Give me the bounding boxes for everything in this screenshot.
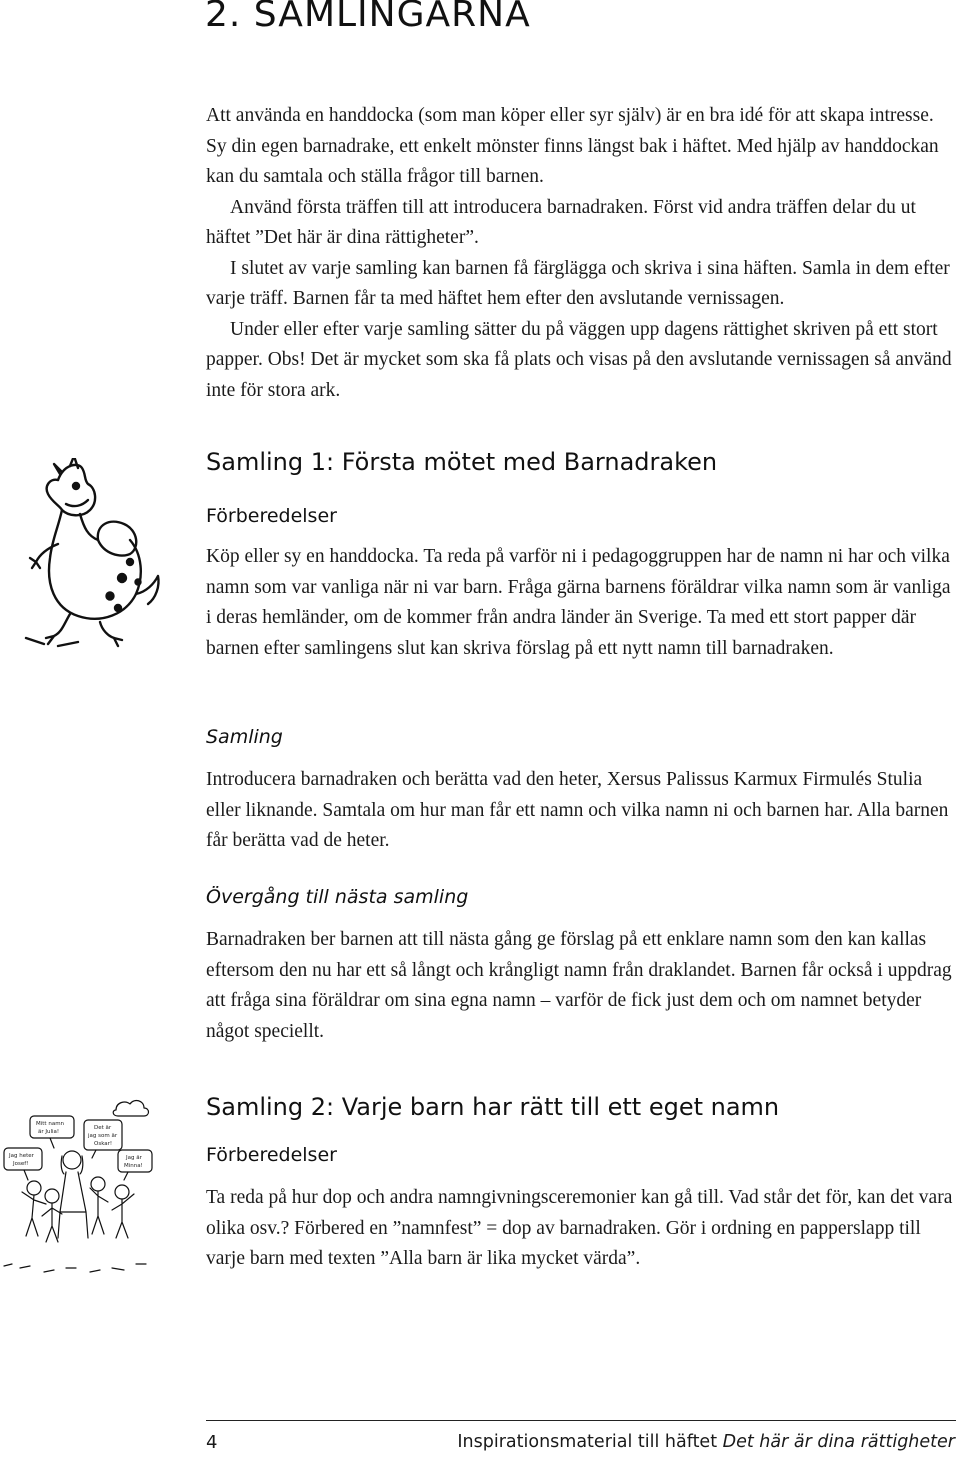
bubble-oskar-line3: Oskar!	[94, 1141, 113, 1147]
samling1-prep-heading: Förberedelser	[206, 505, 337, 527]
samling1-next-text: Barnadraken ber barnen att till nästa gång ge förslag på ett enklare namn som den kan kallas eftersom den nu har ett så långt och krångligt namn från draklandet. Barnen får också i uppdrag att fråga sina föräldrar om sina egna namn – varför de fick just dem och om namnet betyder något speciellt.	[206, 929, 952, 1042]
intro-paragraph: Använd första träffen till att introducera barnadraken. Först vid andra träffen delar du ut häftet ”Det här är dina rättigheter”.	[206, 196, 916, 248]
samling1-heading: Samling 1: Första mötet med Barnadraken	[206, 448, 718, 476]
page-number: 4	[206, 1432, 218, 1453]
samling1-samling-heading: Samling	[206, 726, 283, 748]
intro-paragraph: I slutet av varje samling kan barnen få färglägga och skriva i sina häften. Samla in dem efter varje träff. Barnen får ta med häftet hem efter den avslutande vernissagen.	[206, 257, 950, 309]
bubble-julia-line2: är Julia!	[38, 1129, 60, 1135]
bubble-oskar-line2: jag som är	[88, 1133, 118, 1139]
samling2-prep-text: Ta reda på hur dop och andra namngivningsceremonier kan gå till. Vad står det för, kan det vara olika osv.? Förbered en ”namnfest” = dop av barnadraken. Gör i ordning en papperslapp till varje barn med texten ”Alla barn är lika mycket värda”.	[206, 1187, 953, 1269]
chapter-title: 2. SAMLINGARNA	[205, 0, 531, 35]
bubble-josef-line1: Jag heter	[9, 1153, 34, 1159]
bubble-minna-line2: Minna!	[124, 1163, 143, 1169]
samling2-prep-heading: Förberedelser	[206, 1144, 337, 1166]
footer-title	[457, 1432, 955, 1452]
bubble-oskar-line1: Det är	[94, 1125, 112, 1131]
children-illustration	[0, 1092, 160, 1282]
footer-title-prefix: Inspirationsmaterial till häftet	[457, 1432, 723, 1452]
bubble-josef-line2: Josef!	[13, 1161, 29, 1167]
intro-paragraph: Under eller efter varje samling sätter du på väggen upp dagens rättighet skriven på ett stort papper. Obs! Det är mycket som ska få plats och visas på den avslutande vernissagen så använd inte för stora ark.	[206, 318, 952, 401]
dragon-illustration	[18, 458, 168, 648]
intro-section	[206, 101, 956, 406]
bubble-julia-line1: Mitt namn	[36, 1121, 65, 1127]
samling1-next-heading: Övergång till nästa samling	[206, 886, 469, 908]
samling2-heading: Samling 2: Varje barn har rätt till ett eget namn	[206, 1093, 780, 1121]
bubble-minna-line1: Jag är	[126, 1155, 142, 1161]
samling1-samling-text: Introducera barnadraken och berätta vad den heter, Xersus Palissus Karmux Firmulés Stulia eller liknande. Samtala om hur man får ett namn och vilka namn ni och barnen har. Alla barnen får berätta vad de heter.	[206, 769, 949, 851]
intro-paragraph: Att använda en handdocka (som man köper eller syr själv) är en bra idé för att skapa intresse. Sy din egen barnadrake, ett enkelt mönster finns längst bak i häftet. Med hjälp av handdockan kan du samtala och ställa frågor till barnen.	[206, 105, 939, 187]
footer-title-italic: Det här är dina rättigheter	[722, 1432, 955, 1452]
footer-divider	[206, 1420, 956, 1421]
samling1-prep-text: Köp eller sy en handdocka. Ta reda på varför ni i pedagoggruppen har de namn ni har och vilka namn som var vanliga när ni var barn. Fråga gärna barnens föräldrar vilka namn som är vanliga i deras hemländer, om de kommer från andra länder än Sverige. Ta med ett stort papper där barnen efter samlingens slut kan skriva förslag på ett nytt namn till barnadraken.	[206, 546, 951, 659]
